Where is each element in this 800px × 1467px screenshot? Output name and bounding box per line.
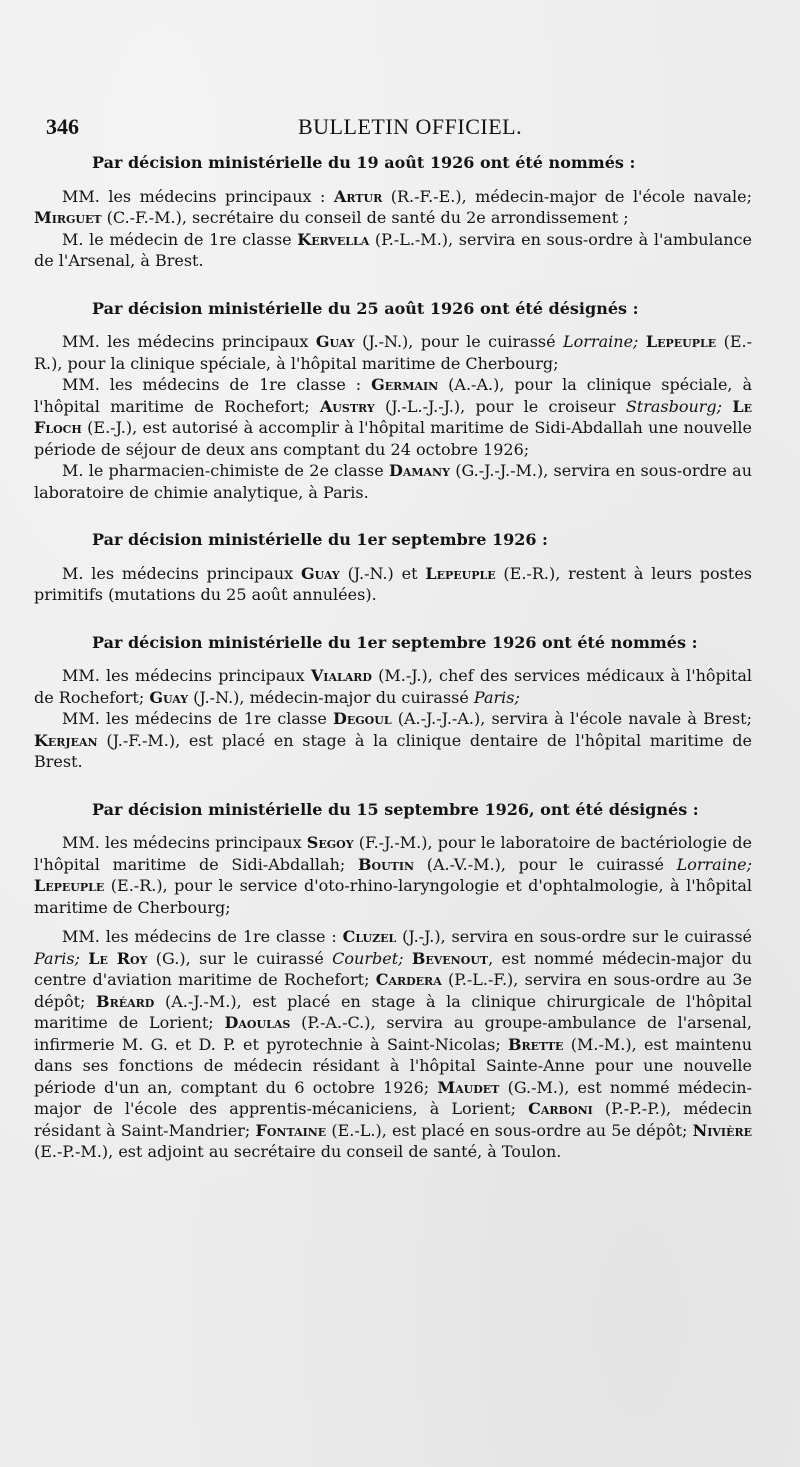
- person-name: Germain: [371, 375, 439, 394]
- person-name: Guay: [300, 563, 340, 583]
- text-run: (E.-R.), pour le service d'oto-rhino-laryngologie et d'ophtalmologie, à l'hôpital maritime de Cherbourg;: [34, 876, 752, 917]
- person-name: Cluzel: [342, 927, 397, 946]
- text-run: [404, 949, 412, 968]
- person-name: Daoulas: [224, 1013, 291, 1032]
- text-run: (E.-L.), est placé en sous-ordre au 5e dépôt;: [326, 1120, 693, 1140]
- text-run: [638, 332, 645, 351]
- text-run: (J.-L.-J.-J.), pour le croiseur: [374, 396, 626, 416]
- decision-paragraph: [34, 186, 752, 229]
- ship-name: Lorraine;: [676, 854, 752, 874]
- text-run: (P.-A.-C.), servira au groupe-ambulance de l'arsenal, infirmerie M. G. et D. P. et pyrotechnie à Saint-Nicolas;: [34, 1013, 753, 1054]
- person-name: Damany: [388, 461, 450, 480]
- text-run: MM. les médecins principaux: [62, 833, 307, 852]
- text-run: (E.-J.), est autorisé à accomplir à l'hôpital maritime de Sidi-Abdallah une nouvelle période de séjour de deux ans comptant du 24 octobre 1926;: [34, 418, 752, 459]
- decision-heading: Par décision ministérielle du 15 septembre 1926, ont été désignés :: [92, 799, 699, 819]
- text-run: , est nommé médecin-major du centre d'aviation maritime de Rochefort;: [34, 948, 752, 989]
- person-name: Austry: [319, 396, 375, 416]
- text-run: (A.-V.-M.), pour le cuirassé: [414, 854, 677, 874]
- page-header: [46, 114, 754, 144]
- person-name: Guay: [315, 332, 355, 351]
- person-name: Vialard: [310, 666, 372, 685]
- decision-section: [34, 632, 752, 773]
- decision-heading: Par décision ministérielle du 25 août 1926 ont été désignés :: [92, 298, 639, 318]
- page-number: 346: [46, 114, 79, 139]
- document-body: [34, 152, 752, 1189]
- person-name: Lepeuple: [645, 332, 717, 351]
- person-name: Carboni: [528, 1099, 593, 1118]
- ship-name: Lorraine;: [563, 332, 639, 351]
- person-name: Bréard: [96, 991, 155, 1011]
- text-run: MM. les médecins de 1re classe: [62, 709, 333, 728]
- person-name: Lepeuple: [34, 876, 105, 895]
- text-run: (J.-J.), servira en sous-ordre sur le cuirassé: [396, 927, 753, 946]
- text-run: (E.-P.-M.), est adjoint au secrétaire du conseil de santé, à Toulon.: [34, 1142, 562, 1161]
- decision-paragraph: [34, 665, 752, 708]
- text-run: (G.-J.-J.-M.), servira en sous-ordre au laboratoire de chimie analytique, à Paris.: [34, 461, 753, 502]
- text-run: (M.-J.), chef des services médicaux à l'hôpital de Rochefort;: [34, 666, 752, 707]
- text-run: (R.-F.-E.), médecin-major de l'école navale;: [382, 186, 752, 206]
- decision-paragraph: [34, 708, 752, 773]
- person-name: Kerjean: [34, 730, 98, 750]
- text-run: (E.-R.), pour la clinique spéciale, à l'hôpital maritime de Cherbourg;: [34, 332, 753, 373]
- person-name: Boutin: [357, 854, 415, 874]
- decision-section: [34, 298, 752, 504]
- person-name: Le Floch: [34, 396, 752, 437]
- person-name: Segoy: [306, 833, 354, 852]
- person-name: Artur: [333, 186, 383, 206]
- decision-paragraph: [34, 563, 752, 606]
- text-run: (A.-J.-M.), est placé en stage à la clinique chirurgicale de l'hôpital maritime de Lorient;: [34, 991, 752, 1032]
- text-run: (J.-F.-M.), est placé en stage à la clinique dentaire de l'hôpital maritime de Brest.: [34, 730, 752, 771]
- text-run: MM. les médecins principaux: [62, 332, 316, 351]
- text-run: MM. les médecins de 1re classe :: [62, 375, 372, 394]
- running-title: BULLETIN OFFICIEL.: [298, 114, 523, 139]
- text-run: M. le pharmacien-chimiste de 2e classe: [62, 461, 389, 480]
- person-name: Kervella: [297, 229, 370, 249]
- person-name: Maudet: [437, 1077, 500, 1097]
- text-run: (E.-R.), restent à leurs postes primitifs (mutations du 25 août annulées).: [34, 563, 752, 604]
- person-name: Brette: [508, 1034, 564, 1054]
- person-name: Mirguet: [34, 208, 102, 227]
- text-run: [722, 397, 732, 416]
- decision-paragraph: [34, 460, 752, 503]
- text-run: MM. les médecins de 1re classe :: [62, 927, 343, 946]
- decision-section: [34, 152, 752, 272]
- decision-paragraph: [34, 229, 752, 272]
- ship-name: Paris;: [34, 948, 80, 968]
- text-run: (M.-M.), est maintenu dans ses fonctions de médecin résidant à l'hôpital Sainte-Anne pour une nouvelle période d'un an, comptant du 6 octobre 1926;: [34, 1034, 753, 1097]
- decision-heading: Par décision ministérielle du 1er septembre 1926 ont été nommés :: [92, 632, 698, 652]
- decision-paragraph: [34, 374, 752, 460]
- person-name: Nivière: [692, 1120, 752, 1140]
- text-run: (J.-N.), médecin-major du cuirassé: [188, 687, 474, 707]
- text-run: (C.-F.-M.), secrétaire du conseil de santé du 2e arrondissement ;: [101, 208, 629, 227]
- text-run: (G.), sur le cuirassé: [147, 948, 333, 968]
- ship-name: Strasbourg;: [625, 396, 723, 416]
- text-run: (J.-N.) et: [339, 563, 426, 583]
- person-name: Le Roy: [88, 948, 148, 968]
- text-run: (P.-P.-P.), médecin résidant à Saint-Mandrier;: [34, 1099, 753, 1140]
- person-name: Bevenout: [411, 948, 489, 968]
- decision-section: [34, 799, 752, 1163]
- ship-name: Courbet;: [332, 948, 404, 968]
- decision-paragraph: [34, 832, 752, 918]
- text-run: (J.-N.), pour le cuirassé: [354, 332, 564, 351]
- ship-name: Paris;: [473, 687, 520, 707]
- text-run: MM. les médecins principaux :: [62, 186, 334, 206]
- text-run: (A.-A.), pour la clinique spéciale, à l'hôpital maritime de Rochefort;: [34, 375, 753, 416]
- decision-heading: Par décision ministérielle du 19 août 1926 ont été nommés :: [92, 153, 636, 172]
- text-run: M. les médecins principaux: [62, 563, 301, 583]
- text-run: M. le médecin de 1re classe: [62, 229, 298, 249]
- text-run: (P.-L.-F.), servira en sous-ordre au 3e dépôt;: [34, 970, 752, 1011]
- person-name: Lepeuple: [425, 563, 496, 583]
- text-run: MM. les médecins principaux: [62, 666, 311, 685]
- decision-section: [34, 529, 752, 606]
- text-run: (P.-L.-M.), servira en sous-ordre à l'ambulance de l'Arsenal, à Brest.: [34, 229, 752, 270]
- decision-heading: Par décision ministérielle du 1er septembre 1926 :: [92, 530, 548, 549]
- person-name: Cardera: [375, 970, 442, 989]
- text-run: (F.-J.-M.), pour le laboratoire de bactériologie de l'hôpital maritime de Sidi-Abdallah;: [34, 833, 753, 874]
- decision-paragraph: [34, 331, 752, 374]
- text-run: (A.-J.-J.-A.), servira à l'école navale à Brest;: [391, 709, 753, 728]
- decision-paragraph: [34, 926, 752, 1163]
- text-run: (G.-M.), est nommé médecin-major de l'école des apprentis-mécaniciens, à Lorient;: [34, 1077, 752, 1118]
- person-name: Fontaine: [255, 1120, 327, 1140]
- person-name: Degoul: [333, 709, 392, 728]
- person-name: Guay: [149, 687, 189, 707]
